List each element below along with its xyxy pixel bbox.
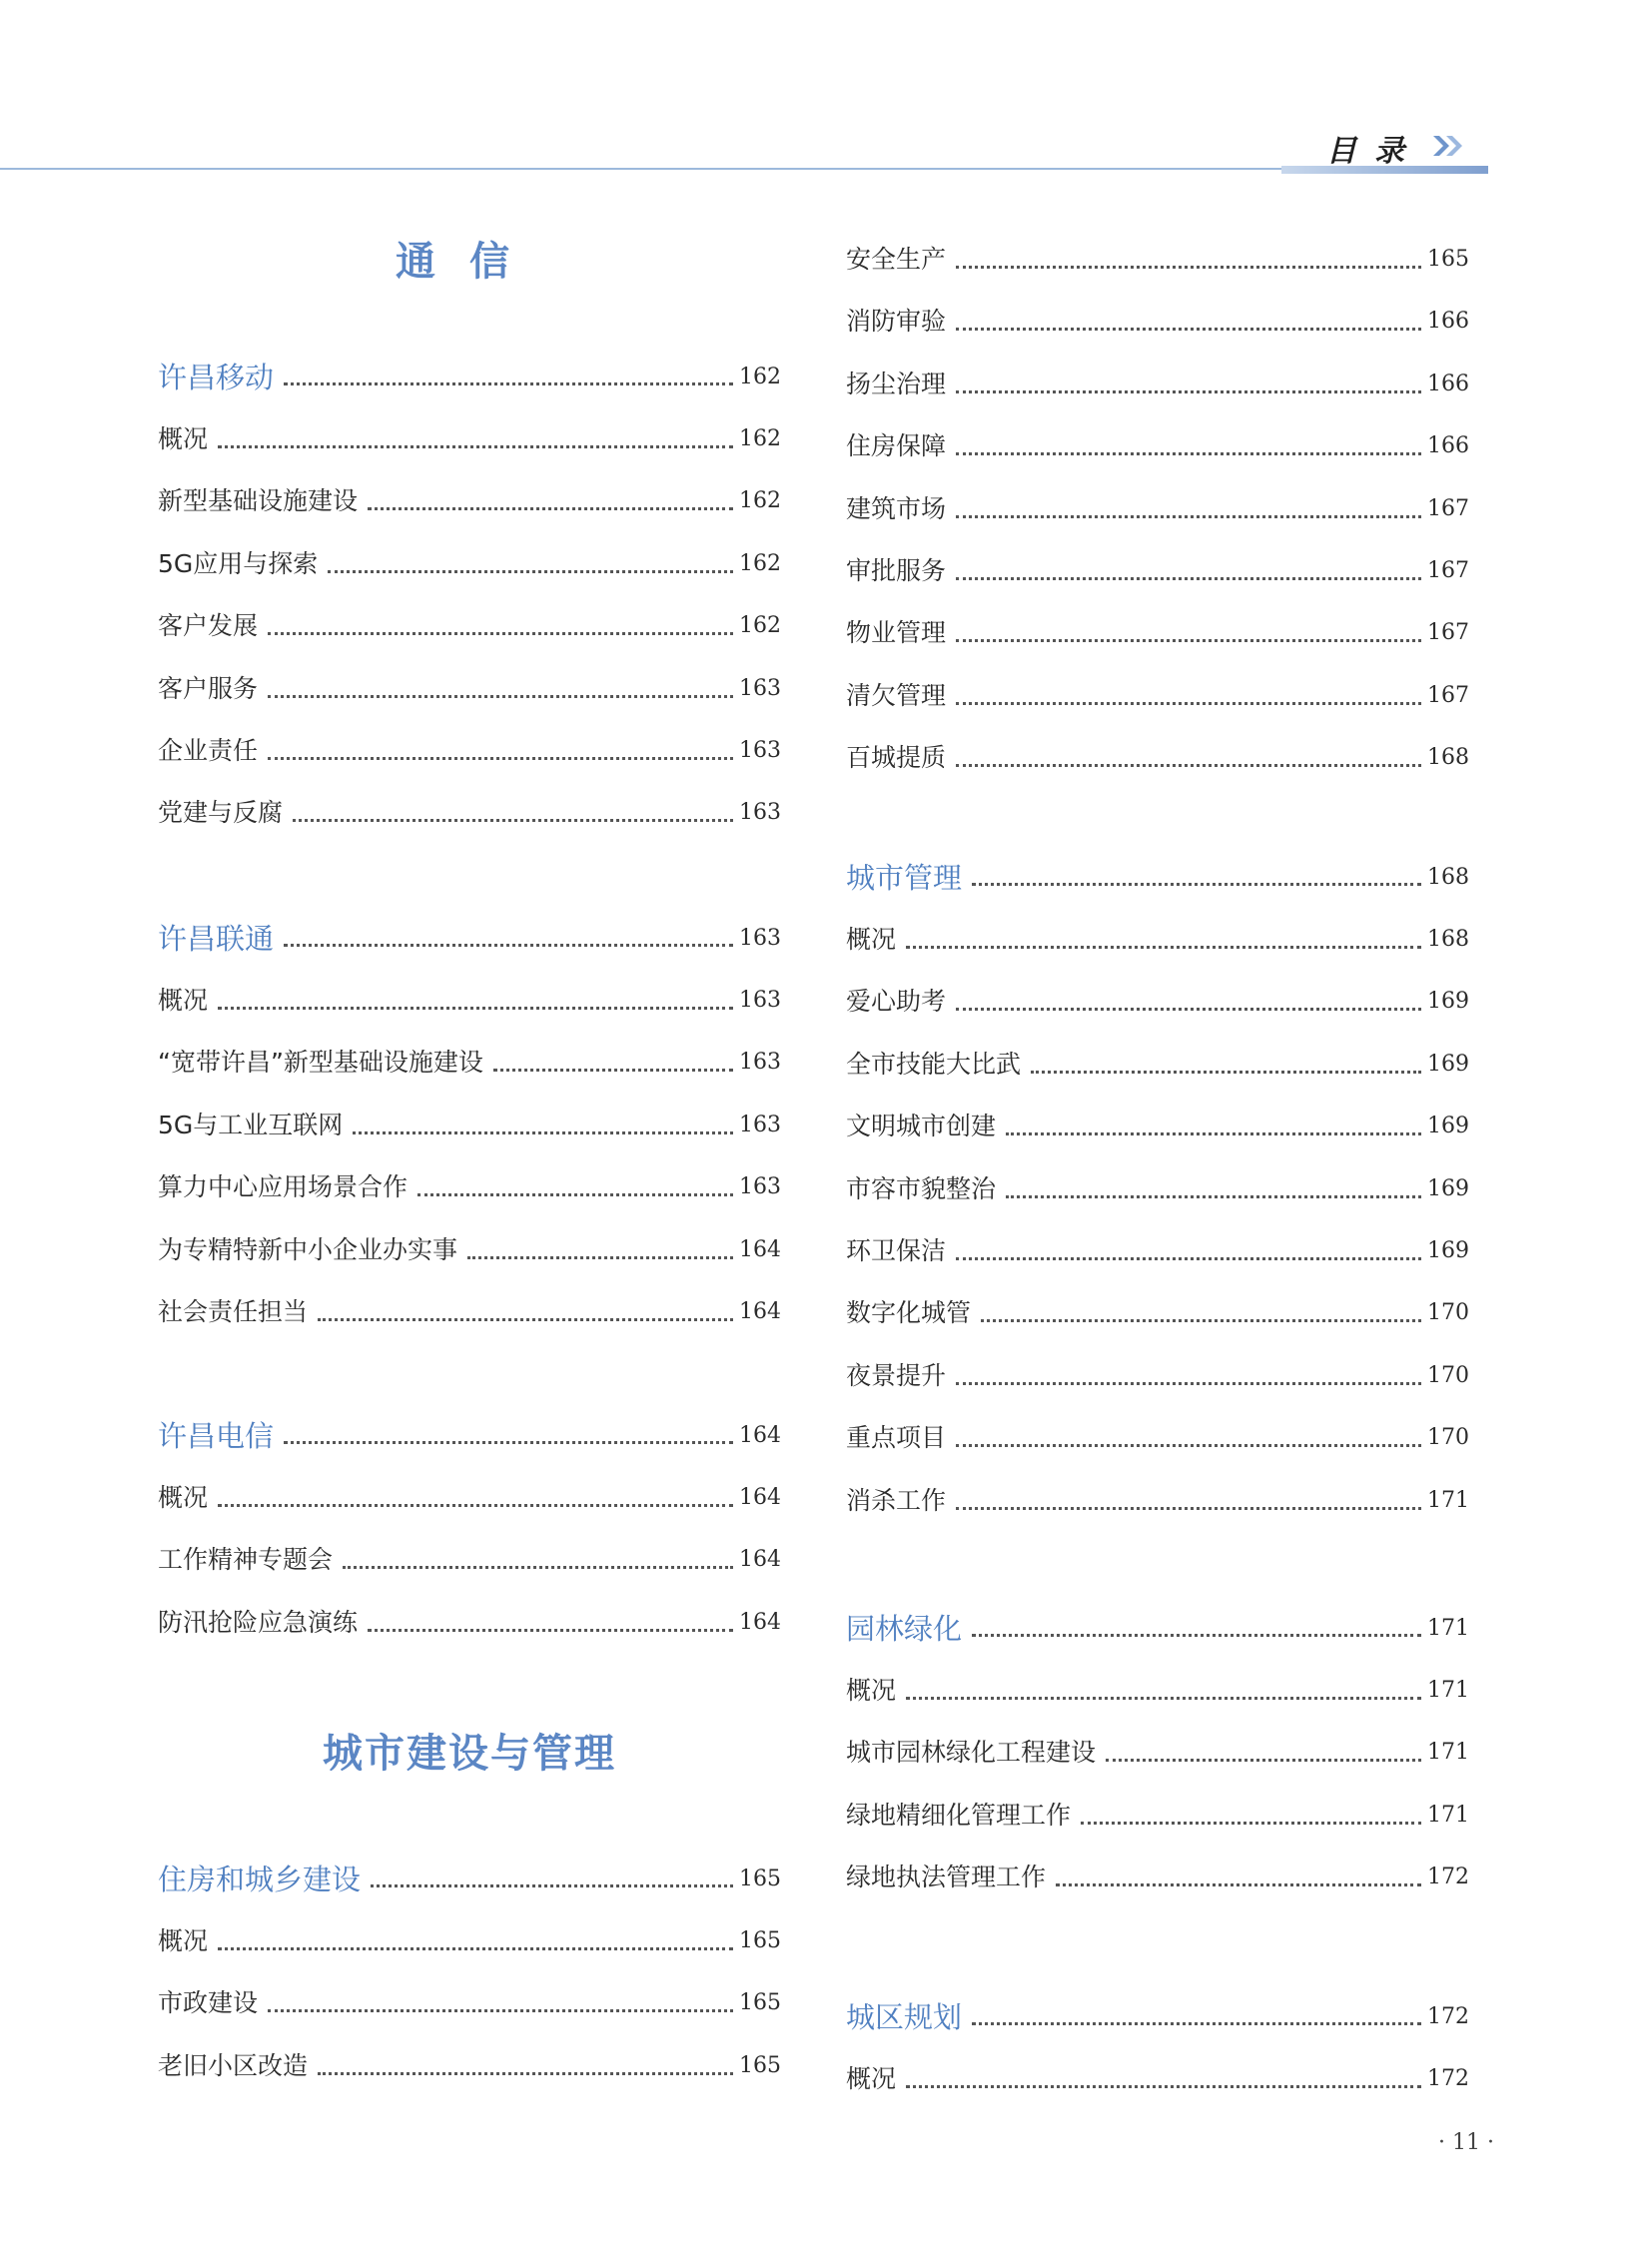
toc-entry-label: 客户发展 <box>158 611 259 641</box>
dot-leader <box>956 764 1421 767</box>
toc-entry[interactable] <box>846 1671 1469 1711</box>
dot-leader <box>218 1947 733 1950</box>
page-number: · 11 · <box>1438 2130 1494 2155</box>
toc-entry-label: 5G与工业互联网 <box>158 1110 344 1139</box>
header-rule <box>0 168 1488 170</box>
toc-entry[interactable] <box>846 1733 1469 1773</box>
toc-heading-label: 城市管理 <box>846 861 963 895</box>
dot-leader <box>368 507 733 510</box>
toc-entry[interactable] <box>158 1983 781 2023</box>
toc-page-number: 162 <box>739 365 781 389</box>
dot-leader <box>218 445 733 448</box>
toc-entry-label: 概况 <box>158 1483 209 1512</box>
dot-leader <box>906 2085 1421 2088</box>
toc-entry[interactable] <box>846 613 1469 653</box>
toc-page-number: 170 <box>1427 1425 1469 1451</box>
dot-leader <box>328 570 733 573</box>
dot-leader <box>906 946 1421 949</box>
toc-page-number: 171 <box>1427 1487 1469 1513</box>
toc-page-number: 169 <box>1427 1051 1469 1077</box>
toc-entry[interactable] <box>158 1106 781 1145</box>
toc-entry[interactable] <box>846 1481 1469 1521</box>
toc-entry-label: 审批服务 <box>846 556 947 585</box>
toc-page-number: 167 <box>1427 620 1469 646</box>
dot-leader <box>1031 1071 1421 1074</box>
dot-leader <box>268 757 733 760</box>
toc-page-number: 166 <box>1427 371 1469 396</box>
toc-entry[interactable] <box>846 1293 1469 1333</box>
toc-entry-label: 绿地精细化管理工作 <box>846 1800 1072 1830</box>
toc-group-heading[interactable] <box>158 1860 781 1899</box>
dot-leader <box>268 695 733 698</box>
dot-leader <box>1106 1759 1421 1762</box>
dot-leader <box>284 1441 733 1444</box>
toc-entry-label: 算力中心应用场景合作 <box>158 1172 409 1202</box>
dot-leader <box>417 1193 733 1196</box>
dot-leader <box>956 702 1421 705</box>
dot-leader <box>1056 1883 1421 1886</box>
dot-leader <box>318 1318 733 1321</box>
toc-entry-label: 清欠管理 <box>846 680 947 710</box>
toc-page-number: 169 <box>1427 1114 1469 1139</box>
toc-page-number: 171 <box>1427 1740 1469 1766</box>
dot-leader <box>956 452 1421 455</box>
toc-group-heading[interactable] <box>158 1416 781 1456</box>
toc-entry-label: 环卫保洁 <box>846 1236 947 1265</box>
toc-page-number: 164 <box>739 1485 781 1510</box>
toc-page-number: 163 <box>739 1112 781 1137</box>
toc-heading-label: 园林绿化 <box>846 1612 963 1646</box>
toc-page-number: 164 <box>739 1547 781 1573</box>
section-title: 城市建设与管理 <box>323 1730 616 1777</box>
toc-entry[interactable] <box>158 1478 781 1518</box>
toc-entry[interactable] <box>158 481 781 521</box>
toc-entry-label: 防汛抢险应急演练 <box>158 1607 359 1637</box>
toc-entry-label: 住房保障 <box>846 431 947 461</box>
dot-leader <box>1006 1132 1421 1135</box>
toc-page-number: 163 <box>739 1050 781 1076</box>
dot-leader <box>956 1507 1421 1510</box>
toc-entry[interactable] <box>846 1796 1469 1836</box>
toc-entry-label: “宽带许昌”新型基础设施建设 <box>158 1048 483 1078</box>
toc-entry[interactable] <box>158 544 781 584</box>
toc-group-heading[interactable] <box>846 1997 1469 2037</box>
toc-entry-label: 扬尘治理 <box>846 369 947 398</box>
toc-entry-label: 市政建设 <box>158 1988 259 2018</box>
dot-leader <box>284 944 733 947</box>
toc-heading-label: 许昌联通 <box>158 922 275 956</box>
toc-page-number: 167 <box>1427 495 1469 521</box>
toc-page-number: 172 <box>1427 1865 1469 1890</box>
toc-entry-label: 概况 <box>846 925 897 954</box>
dot-leader <box>972 883 1421 886</box>
toc-entry[interactable] <box>846 1107 1469 1146</box>
toc-entry[interactable] <box>846 551 1469 591</box>
toc-entry-label: 夜景提升 <box>846 1360 947 1390</box>
dot-leader <box>956 1008 1421 1011</box>
toc-page-number: 163 <box>739 675 781 701</box>
toc-entry[interactable] <box>158 1540 781 1580</box>
toc-entry[interactable] <box>846 240 1469 280</box>
toc-entry[interactable] <box>158 981 781 1021</box>
toc-entry-label: 数字化城管 <box>846 1298 972 1328</box>
toc-entry-label: 全市技能大比武 <box>846 1049 1022 1079</box>
dot-leader <box>218 1504 733 1507</box>
toc-entry[interactable] <box>846 1045 1469 1085</box>
toc-page-number: 164 <box>739 1609 781 1635</box>
dot-leader <box>467 1256 733 1259</box>
toc-group-heading[interactable] <box>158 919 781 959</box>
toc-heading-label: 许昌移动 <box>158 361 275 394</box>
toc-page-number: 166 <box>1427 433 1469 459</box>
dot-leader <box>268 632 733 635</box>
toc-entry-label: 市容市貌整治 <box>846 1173 997 1203</box>
dot-leader <box>218 1007 733 1010</box>
toc-page-number: 169 <box>1427 1238 1469 1263</box>
dot-leader <box>956 390 1421 393</box>
toc-entry[interactable] <box>158 793 781 833</box>
dot-leader <box>353 1131 733 1134</box>
toc-page-number: 165 <box>739 2052 781 2078</box>
toc-entry[interactable] <box>158 1230 781 1270</box>
toc-entry[interactable] <box>846 489 1469 529</box>
toc-entry-label: 绿地执法管理工作 <box>846 1863 1047 1892</box>
dot-leader <box>956 639 1421 642</box>
toc-entry-label: 消杀工作 <box>846 1485 947 1515</box>
toc-entry-label: 概况 <box>158 986 209 1015</box>
toc-entry[interactable] <box>158 669 781 709</box>
dot-leader <box>972 2022 1421 2025</box>
toc-page-number: 168 <box>1427 745 1469 771</box>
dot-leader <box>906 1697 1421 1700</box>
dot-leader <box>956 577 1421 580</box>
dot-leader <box>956 1382 1421 1385</box>
toc-page-number: 168 <box>1427 865 1469 890</box>
toc-page-number: 171 <box>1427 1678 1469 1703</box>
dot-leader <box>956 266 1421 269</box>
toc-entry[interactable] <box>158 1921 781 1961</box>
toc-page-number: 162 <box>739 550 781 576</box>
toc-page-number: 163 <box>739 800 781 826</box>
toc-page-number: 162 <box>739 488 781 514</box>
toc-page-number: 167 <box>1427 682 1469 708</box>
toc-entry[interactable] <box>846 426 1469 466</box>
dot-leader <box>318 2072 733 2075</box>
toc-page-number: 164 <box>739 1236 781 1262</box>
toc-heading-label: 城区规划 <box>846 2000 963 2034</box>
toc-page-number: 163 <box>739 1174 781 1200</box>
double-chevron-icon <box>1431 134 1465 158</box>
toc-entry[interactable] <box>846 738 1469 778</box>
toc-entry[interactable] <box>846 982 1469 1022</box>
toc-page-number: 169 <box>1427 989 1469 1015</box>
dot-leader <box>1006 1195 1421 1198</box>
toc-group-heading[interactable] <box>846 858 1469 898</box>
toc-page-number: 165 <box>739 1867 781 1891</box>
toc-page-number: 165 <box>1427 247 1469 272</box>
toc-page-number: 165 <box>739 1990 781 2016</box>
toc-entry-label: 概况 <box>158 1926 209 1955</box>
toc-heading-label: 许昌电信 <box>158 1419 275 1453</box>
toc-page-number: 172 <box>1427 2004 1469 2029</box>
dot-leader <box>268 2009 733 2012</box>
toc-entry-label: 百城提质 <box>846 743 947 773</box>
toc-page-number: 169 <box>1427 1175 1469 1201</box>
toc-entry[interactable] <box>158 606 781 646</box>
toc-page-number: 167 <box>1427 558 1469 583</box>
dot-leader <box>956 328 1421 331</box>
toc-page-number: 166 <box>1427 309 1469 335</box>
toc-page-number: 164 <box>739 1299 781 1324</box>
toc-entry[interactable] <box>158 1167 781 1207</box>
toc-entry-label: 概况 <box>846 1676 897 1705</box>
toc-entry[interactable] <box>846 1858 1469 1897</box>
toc-group-heading[interactable] <box>158 358 781 397</box>
toc-page-number: 171 <box>1427 1616 1469 1641</box>
toc-entry[interactable] <box>158 1292 781 1332</box>
dot-leader <box>284 382 733 385</box>
dot-leader <box>368 1629 733 1632</box>
section-title: 通信 <box>396 238 543 285</box>
toc-entry[interactable] <box>846 302 1469 342</box>
toc-page-number: 162 <box>739 426 781 451</box>
dot-leader <box>956 1257 1421 1260</box>
dot-leader <box>956 515 1421 518</box>
toc-entry-label: 为专精特新中小企业办实事 <box>158 1234 458 1264</box>
dot-leader <box>1081 1822 1421 1825</box>
dot-leader <box>293 819 733 822</box>
toc-entry[interactable] <box>846 1418 1469 1458</box>
toc-page-number: 162 <box>739 613 781 639</box>
toc-entry[interactable] <box>846 1231 1469 1271</box>
toc-entry-label: 文明城市创建 <box>846 1112 997 1141</box>
toc-group-heading[interactable] <box>846 1609 1469 1649</box>
toc-entry-label: 安全生产 <box>846 245 947 274</box>
toc-heading-label: 住房和城乡建设 <box>158 1863 362 1896</box>
dot-leader <box>981 1319 1421 1322</box>
toc-entry[interactable] <box>846 2059 1469 2099</box>
toc-entry-label: 社会责任担当 <box>158 1297 309 1326</box>
toc-entry-label: 城市园林绿化工程建设 <box>846 1738 1097 1768</box>
toc-entry-label: 概况 <box>846 2064 897 2093</box>
toc-entry[interactable] <box>158 731 781 771</box>
toc-entry[interactable] <box>158 1043 781 1083</box>
toc-entry[interactable] <box>846 1169 1469 1209</box>
toc-page-number: 163 <box>739 738 781 763</box>
header-title: 目录 <box>1326 134 1422 169</box>
toc-entry-label: 工作精神专题会 <box>158 1545 334 1575</box>
toc-entry[interactable] <box>846 365 1469 404</box>
toc-entry[interactable] <box>158 2046 781 2086</box>
toc-entry-label: 新型基础设施建设 <box>158 486 359 516</box>
toc-entry-label: 5G应用与探索 <box>158 548 319 578</box>
toc-entry-label: 老旧小区改造 <box>158 2050 309 2080</box>
toc-page-number: 170 <box>1427 1362 1469 1388</box>
dot-leader <box>956 1444 1421 1447</box>
toc-page-number: 172 <box>1427 2066 1469 2091</box>
toc-entry-label: 客户服务 <box>158 673 259 703</box>
toc-entry-label: 物业管理 <box>846 618 947 648</box>
toc-entry[interactable] <box>158 1603 781 1643</box>
toc-entry-label: 消防审验 <box>846 307 947 337</box>
toc-page-number: 163 <box>739 926 781 951</box>
toc-entry[interactable] <box>846 920 1469 960</box>
toc-entry-label: 重点项目 <box>846 1423 947 1453</box>
toc-entry[interactable] <box>158 419 781 459</box>
dot-leader <box>371 1884 733 1887</box>
dot-leader <box>343 1566 733 1569</box>
toc-entry-label: 党建与反腐 <box>158 798 284 828</box>
toc-page-number: 164 <box>739 1423 781 1448</box>
toc-entry-label: 建筑市场 <box>846 493 947 523</box>
toc-entry-label: 企业责任 <box>158 736 259 765</box>
toc-entry-label: 爱心助考 <box>846 987 947 1017</box>
toc-entry[interactable] <box>846 676 1469 716</box>
toc-page-number: 171 <box>1427 1802 1469 1828</box>
dot-leader <box>972 1634 1421 1637</box>
toc-page-number: 163 <box>739 988 781 1013</box>
toc-entry-label: 概况 <box>158 424 209 453</box>
toc-page-number: 170 <box>1427 1300 1469 1326</box>
dot-leader <box>493 1069 733 1072</box>
toc-page-number: 168 <box>1427 927 1469 952</box>
toc-page-number: 165 <box>739 1928 781 1953</box>
toc-entry[interactable] <box>846 1356 1469 1396</box>
